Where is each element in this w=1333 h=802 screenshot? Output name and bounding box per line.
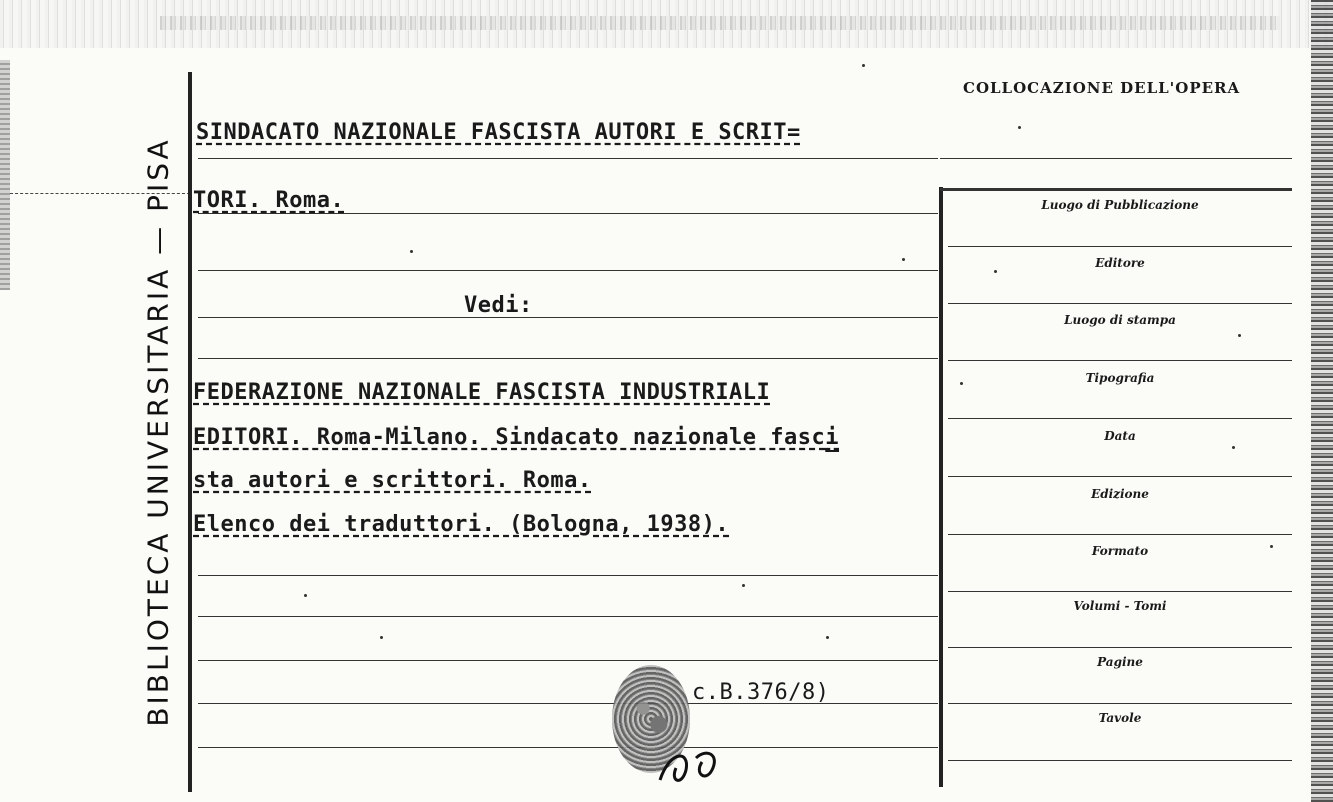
speck bbox=[380, 636, 383, 639]
ruled-line bbox=[948, 418, 1292, 419]
shelfmark: c.B.376/8) bbox=[692, 680, 830, 705]
main-entry-line-1: SINDACATO NAZIONALE FASCISTA AUTORI E SCRIT= bbox=[196, 120, 801, 145]
ruled-line bbox=[948, 360, 1292, 361]
ruled-line bbox=[198, 747, 938, 748]
speck bbox=[902, 258, 905, 261]
scan-right-edge bbox=[1311, 0, 1333, 802]
field-volumi-tomi: Volumi - Tomi bbox=[1073, 599, 1167, 613]
referenced-entry-line-2 bbox=[193, 425, 839, 450]
ruled-line bbox=[198, 213, 938, 214]
ruled-line bbox=[948, 303, 1292, 304]
main-entry-line-2: TORI. Roma. bbox=[193, 188, 345, 213]
speck bbox=[1018, 126, 1021, 129]
ruled-line bbox=[198, 317, 938, 318]
speck bbox=[742, 584, 745, 587]
speck bbox=[1238, 334, 1241, 337]
referenced-entry-line-1: FEDERAZIONE NAZIONALE FASCISTA INDUSTRIALI bbox=[193, 380, 771, 405]
referenced-entry-line-2-tail: i bbox=[825, 425, 840, 450]
speck bbox=[1270, 545, 1273, 548]
speck bbox=[994, 270, 997, 273]
field-luogo-stampa: Luogo di stampa bbox=[1064, 313, 1176, 327]
field-editore: Editore bbox=[1095, 256, 1145, 270]
field-luogo-pubblicazione: Luogo di Pubblicazione bbox=[1041, 198, 1199, 212]
ruled-line bbox=[948, 647, 1292, 648]
margin-rule bbox=[188, 72, 192, 792]
field-formato: Formato bbox=[1091, 544, 1149, 558]
collocazione-divider bbox=[939, 187, 943, 787]
collocazione-header: COLLOCAZIONE DELL'OPERA bbox=[963, 79, 1241, 97]
ruled-line bbox=[198, 158, 938, 159]
speck bbox=[1232, 446, 1235, 449]
ruled-line bbox=[948, 534, 1292, 535]
speck bbox=[826, 636, 829, 639]
field-data: Data bbox=[1104, 429, 1136, 443]
scan-top-edge bbox=[0, 0, 1333, 48]
handwritten-mark bbox=[650, 740, 740, 790]
referenced-entry-line-3: sta autori e scrittori. Roma. bbox=[193, 468, 592, 493]
speck bbox=[410, 250, 413, 253]
ruled-line bbox=[940, 158, 1292, 159]
field-pagine: Pagine bbox=[1097, 655, 1143, 669]
ruled-line bbox=[948, 476, 1292, 477]
ruled-line bbox=[198, 660, 938, 661]
ruled-line bbox=[948, 246, 1292, 247]
see-label: Vedi: bbox=[464, 293, 533, 318]
ruled-line bbox=[948, 591, 1292, 592]
speck bbox=[304, 594, 307, 597]
speck bbox=[862, 64, 865, 67]
speck bbox=[960, 382, 963, 385]
ruled-line bbox=[198, 575, 938, 576]
referenced-entry-line-4: Elenco dei traduttori. (Bologna, 1938). bbox=[193, 512, 730, 537]
ruled-line bbox=[198, 358, 938, 359]
ruled-line bbox=[948, 760, 1292, 761]
field-edizione: Edizione bbox=[1091, 487, 1149, 501]
referenced-entry-line-2-text: EDITORI. Roma-Milano. Sindacato nazionale fasc bbox=[193, 425, 826, 450]
field-tavole: Tavole bbox=[1098, 711, 1142, 725]
ruled-line bbox=[198, 270, 938, 271]
field-tipografia: Tipografia bbox=[1085, 371, 1155, 385]
library-stamp: BIBLIOTECA UNIVERSITARIA — PISA bbox=[141, 137, 175, 727]
ruled-line bbox=[940, 188, 1292, 191]
ruled-line bbox=[198, 616, 938, 617]
scan-left-edge bbox=[0, 60, 10, 290]
ruled-line bbox=[948, 703, 1292, 704]
